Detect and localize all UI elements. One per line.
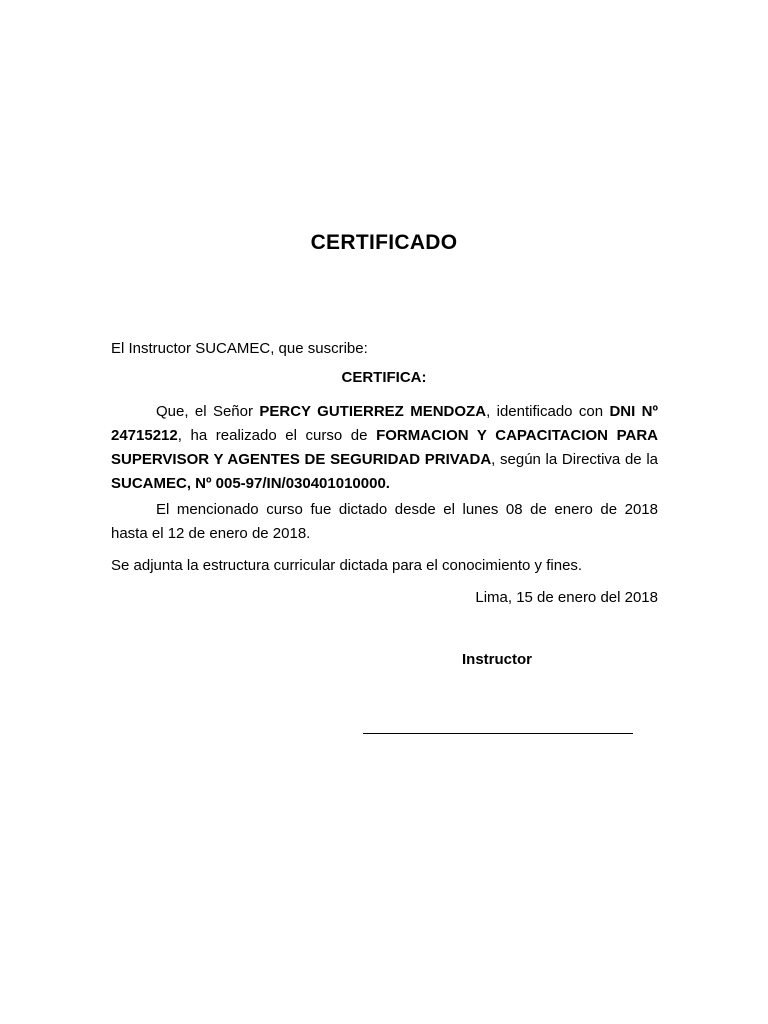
- intro-org: SUCAMEC: [195, 340, 271, 357]
- certification-paragraph: [111, 400, 658, 496]
- dni-number: DNI Nº 24715212: [111, 403, 658, 444]
- intro-line: [111, 337, 658, 361]
- signature-line: [363, 733, 633, 734]
- certifica-heading: CERTIFICA:: [341, 369, 427, 386]
- course-name: FORMACION Y CAPACITACION PARA SUPERVISOR Y AGENTES DE SEGURIDAD PRIVADA: [111, 427, 658, 468]
- document-title: CERTIFICADO: [310, 231, 458, 254]
- signatory-label: Instructor: [462, 651, 533, 668]
- intro-suffix: , que suscribe:: [270, 340, 368, 357]
- place-date-line: Lima, 15 de enero del 2018: [475, 589, 658, 606]
- course-dates-paragraph: El mencionado curso fue dictado desde el lunes 08 de enero de 2018 hasta el 12 de enero de 2018.: [111, 501, 658, 542]
- para1-text-4: , según la Directiva de la: [491, 451, 658, 468]
- para1-text-1: Que, el Señor: [156, 403, 260, 420]
- intro-prefix: El Instructor: [111, 340, 196, 357]
- directive-reference: SUCAMEC, Nº 005-97/IN/030401010000.: [111, 475, 390, 492]
- para1-text-2: , identificado con: [486, 403, 610, 420]
- attachment-paragraph: Se adjunta la estructura curricular dictada para el conocimiento y fines.: [111, 557, 583, 574]
- person-name: PERCY GUTIERREZ MENDOZA: [259, 403, 487, 420]
- para1-text-3: , ha realizado el curso de: [177, 427, 377, 444]
